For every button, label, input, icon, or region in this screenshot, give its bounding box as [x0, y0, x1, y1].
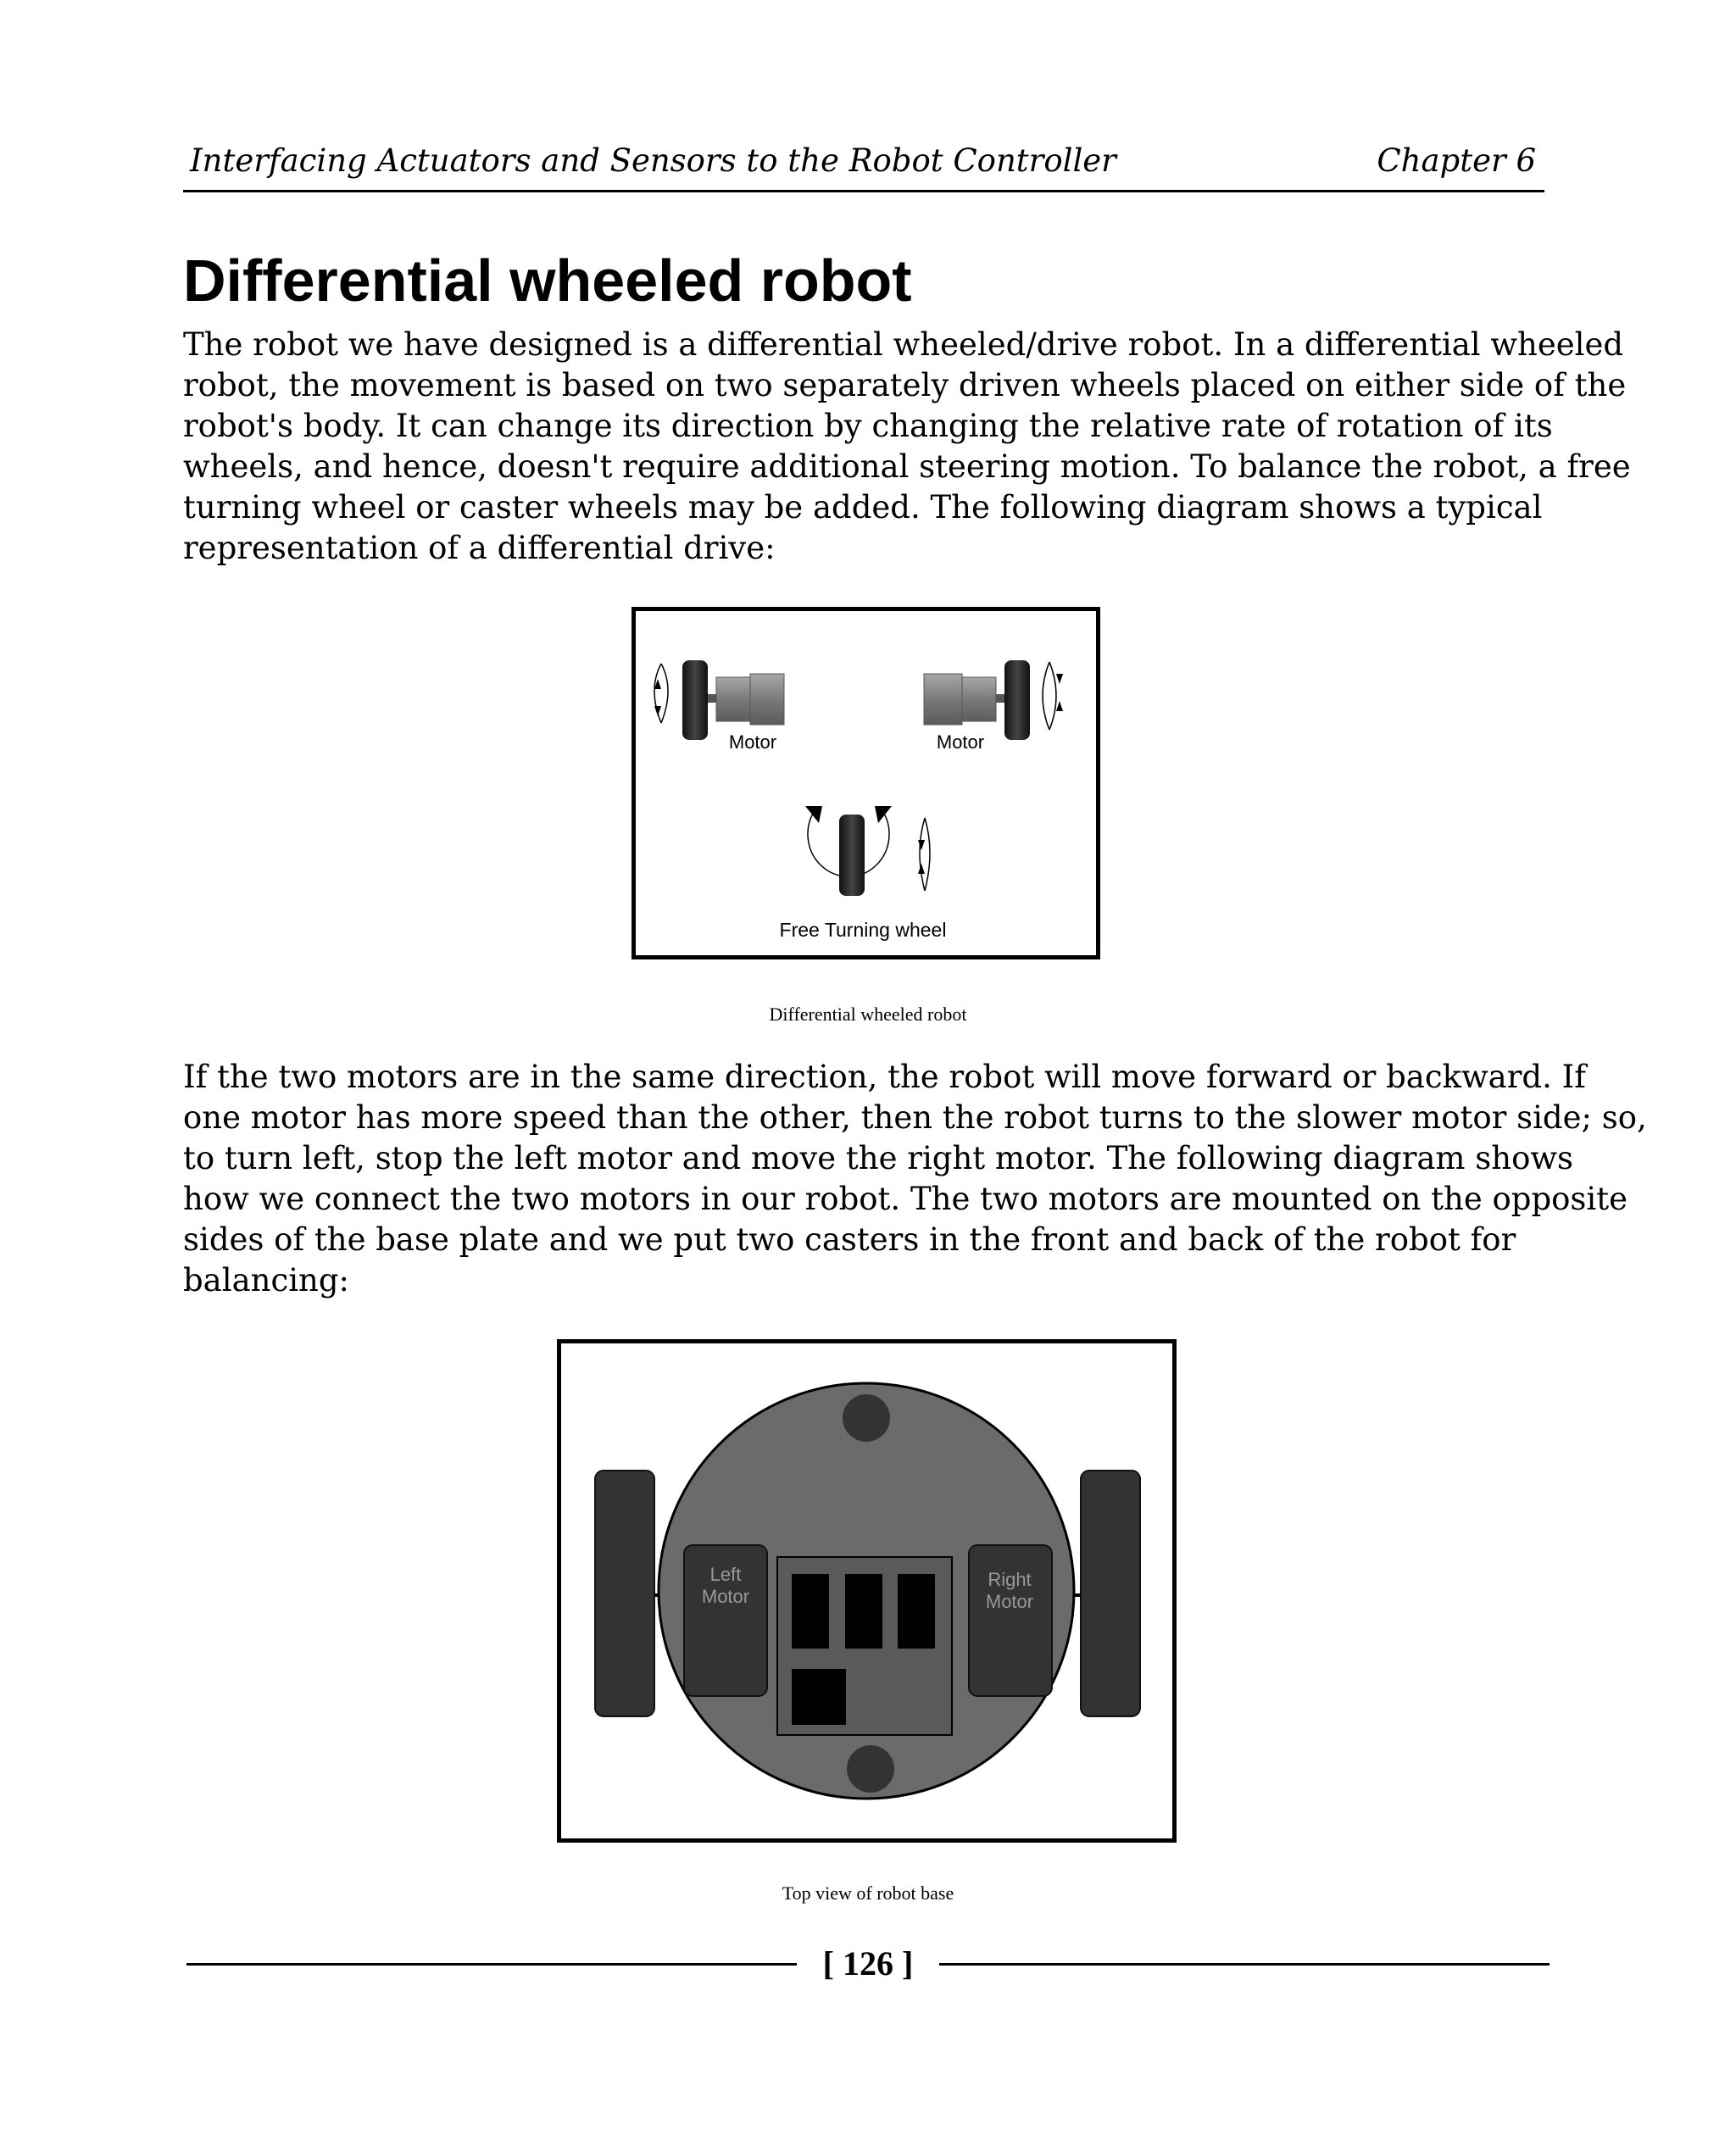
back-caster	[847, 1745, 894, 1793]
paragraph-line: how we connect the two motors in our robot. The two motors are mounted on the opposite	[183, 1181, 1628, 1217]
right-wheel-assembly	[924, 660, 1063, 740]
rotation-arrow-icon	[918, 864, 925, 874]
right-wheel	[1081, 1471, 1140, 1716]
board-component	[898, 1574, 935, 1649]
board-component	[792, 1574, 829, 1649]
swivel-arrow-icon	[875, 806, 892, 823]
chapter-number: Chapter 6	[1377, 142, 1536, 179]
swivel-arrow-icon	[805, 806, 822, 823]
board-component	[845, 1574, 882, 1649]
paragraph-line: one motor has more speed than the other, then the robot turns to the slower motor side; so,	[183, 1099, 1647, 1136]
running-header	[183, 142, 1544, 192]
caster-wheel	[839, 815, 865, 896]
paragraph-line: robot, the movement is based on two separately driven wheels placed on either side of the	[183, 367, 1627, 403]
board-component	[792, 1669, 846, 1725]
left-wheel	[595, 1471, 654, 1716]
paragraph-motors	[183, 1057, 1647, 1301]
paragraph-line: representation of a differential drive:	[183, 530, 776, 566]
left-wheel-assembly	[654, 660, 784, 740]
robot-base-figure	[557, 1339, 1177, 1843]
figure-caption: Top view of robot base	[782, 1882, 954, 1904]
paragraph-line: balancing:	[183, 1262, 350, 1299]
right-motor-label-line1: Right	[988, 1569, 1032, 1590]
paragraph-line: wheels, and hence, doesn't require additional steering motion. To balance the robot, a free	[183, 448, 1631, 485]
right-wheel	[1004, 660, 1030, 740]
right-motor-label: Motor	[936, 731, 985, 753]
right-motor-body	[924, 674, 962, 725]
rotation-arrow-icon	[654, 706, 661, 716]
figure-caption: Differential wheeled robot	[769, 1004, 967, 1025]
section-title: Differential wheeled robot	[183, 247, 912, 314]
left-motor-label-line1: Left	[709, 1564, 742, 1585]
front-caster	[843, 1394, 890, 1442]
differential-drive-diagram	[636, 611, 1096, 955]
rotation-arrow-icon	[1056, 701, 1063, 711]
footer-rule-left	[186, 1963, 797, 1966]
right-motor	[969, 1545, 1052, 1696]
paragraph-intro	[183, 325, 1631, 569]
free-turning-wheel	[805, 806, 930, 896]
left-motor-label: Motor	[728, 731, 777, 753]
differential-drive-figure	[632, 607, 1100, 959]
paragraph-line: The robot we have designed is a differential wheeled/drive robot. In a differential wheeled	[183, 326, 1624, 363]
chapter-title: Interfacing Actuators and Sensors to the Robot Controller	[190, 142, 1116, 179]
paragraph-line: sides of the base plate and we put two casters in the front and back of the robot for	[183, 1221, 1516, 1258]
rotation-arrow-icon	[1056, 674, 1063, 684]
left-motor-body	[716, 677, 750, 721]
paragraph-line: to turn left, stop the left motor and move the right motor. The following diagram shows	[183, 1140, 1574, 1176]
page-number: [ 126 ]	[822, 1944, 914, 1983]
free-wheel-label: Free Turning wheel	[779, 919, 947, 941]
paragraph-line: If the two motors are in the same direction, the robot will move forward or backward. If	[183, 1059, 1586, 1095]
paragraph-line: robot's body. It can change its direction by changing the relative rate of rotation of its	[183, 408, 1553, 444]
rotation-arrow-icon	[918, 840, 925, 850]
right-motor-label-line2: Motor	[985, 1591, 1034, 1612]
left-wheel	[682, 660, 708, 740]
robot-base-diagram	[561, 1343, 1172, 1838]
paragraph-line: turning wheel or caster wheels may be added. The following diagram shows a typical	[183, 489, 1543, 526]
left-motor-label-line2: Motor	[701, 1586, 750, 1607]
footer-rule-right	[939, 1963, 1550, 1966]
